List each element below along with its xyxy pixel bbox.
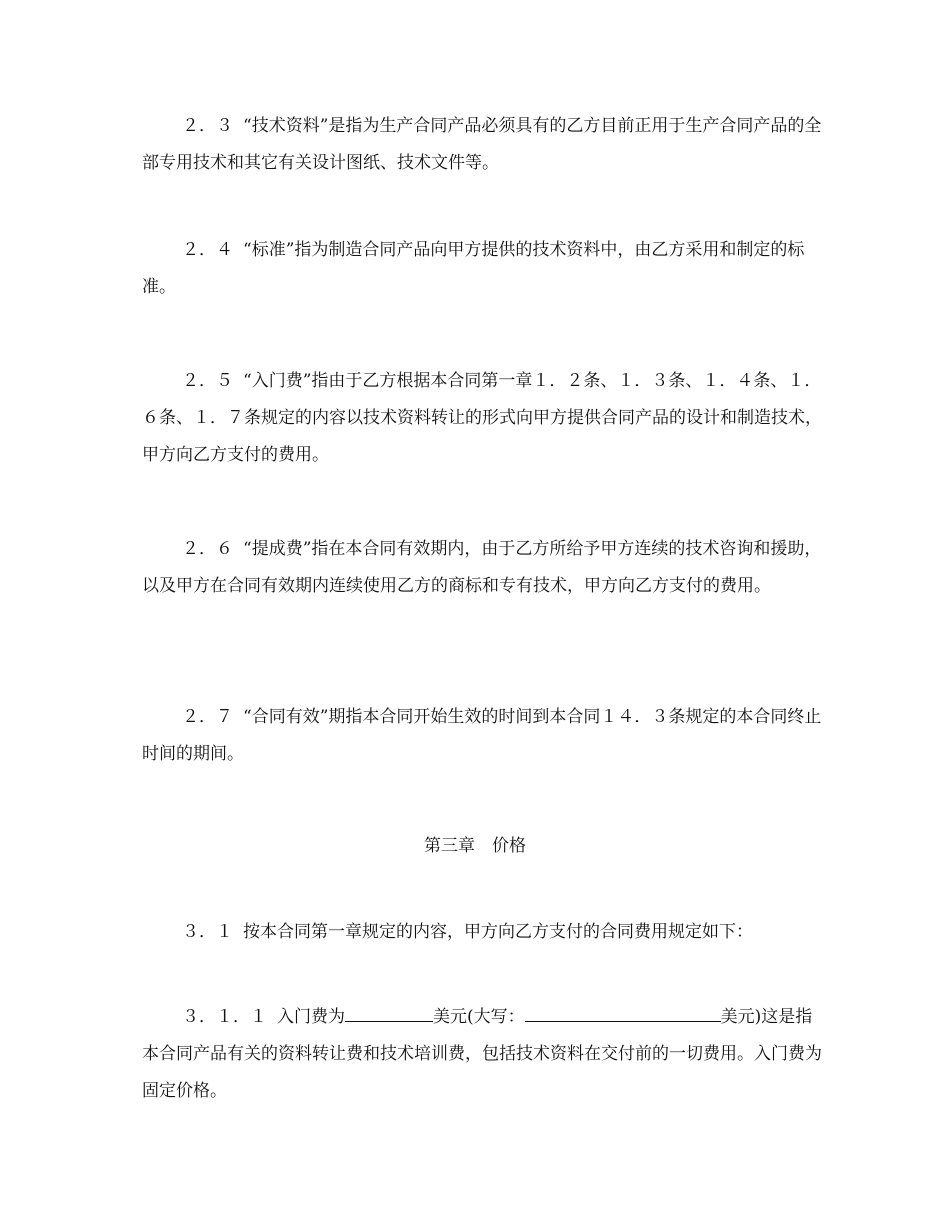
clause-number: ２．３ <box>182 116 233 136</box>
clause-text: 按本合同第一章规定的内容，甲方向乙方支付的合同费用规定如下： <box>243 922 753 942</box>
clause-text-part3: 美元)这是指本合同产品有关的资料转让费和技术培训费，包括技术资料在交付前的一切费用。入门费为固定价格。 <box>142 1007 822 1101</box>
clause-number: ２．５ <box>182 371 233 391</box>
clause-text: “合同有效”期指本合同开始生效的时间到本合同１４．３条规定的本合同终止时间的期间。 <box>142 707 822 764</box>
clause-text: “标准”指为制造合同产品向甲方提供的技术资料中，由乙方采用和制定的标准。 <box>142 240 805 297</box>
clause-text-part2: 美元(大写： <box>433 1007 525 1027</box>
clause-2-4 <box>142 232 822 306</box>
clause-text: “入门费”指由于乙方根据本合同第一章１．２条、１．３条、１．４条、１．６条、１．７条规定的内容以技术资料转让的形式向甲方提供合同产品的设计和制造技术，甲方向乙方支付的费用。 <box>142 371 822 465</box>
chapter-heading: 第三章 价格 <box>424 836 526 856</box>
clause-text-part1: 入门费为 <box>277 1007 345 1027</box>
clause-number: ２．７ <box>182 707 233 727</box>
amount-in-words-blank <box>525 999 721 1022</box>
clause-number: ２．４ <box>182 240 233 260</box>
clause-number: ３．１ <box>182 922 233 942</box>
clause-3-1 <box>142 914 822 951</box>
clause-3-1-1 <box>142 999 822 1110</box>
clause-text: “提成费”指在本合同有效期内，由于乙方所给予甲方连续的技术咨询和援助，以及甲方在合同有效期内连续使用乙方的商标和专有技术，甲方向乙方支付的费用。 <box>142 539 822 596</box>
clause-2-5 <box>142 363 822 474</box>
clause-2-3 <box>142 108 822 182</box>
clause-text: “技术资料”是指为生产合同产品必须具有的乙方目前正用于生产合同产品的全部专用技术和其它有关设计图纸、技术文件等。 <box>142 116 822 173</box>
clause-number: ３．１．１ <box>182 1007 267 1027</box>
clause-2-7 <box>142 699 822 773</box>
amount-blank <box>345 999 433 1022</box>
clause-2-6 <box>142 531 822 605</box>
clause-number: ２．６ <box>182 539 233 559</box>
